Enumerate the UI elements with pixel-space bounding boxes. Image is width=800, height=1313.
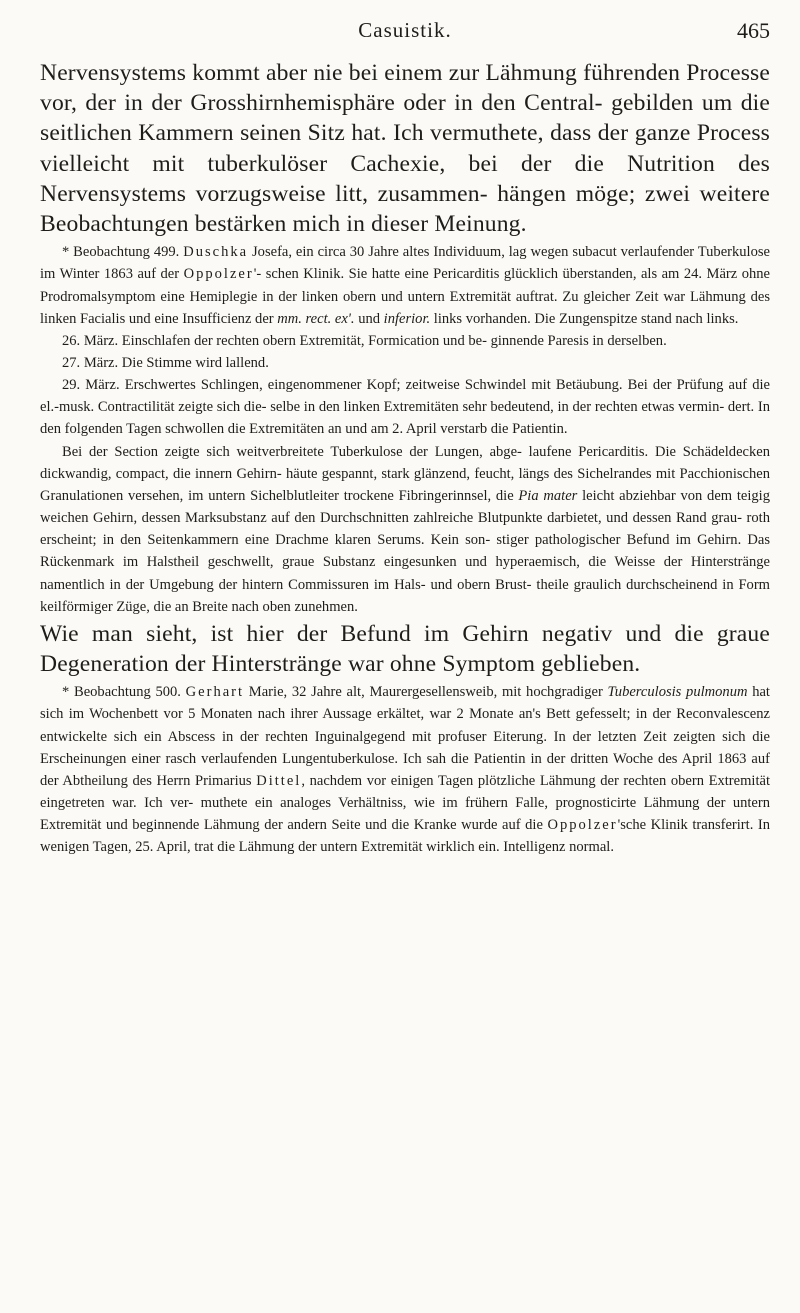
obs-499-march-26: 26. März. Einschlafen der rechten obern Extremität, Formication und be- ginnende Paresis in derselben. — [62, 332, 667, 349]
obs-499-lead: * Beobachtung 499. — [62, 244, 184, 261]
obs-499-clinic-name: Oppolzer — [183, 266, 254, 283]
obs-500-patient-name: Gerhart — [185, 684, 245, 701]
obs-500-text: hat sich im Wochenbett vor 5 Monaten nach ihrer Aussage erkältet, war 2 Monate an's Bett gefesselt; in der Reconvalescenz entwickelte sich ein Abscess in der rechten Inguinalgegend mit profuser Eiterung. In der letzten Zeit zeigten sich die Erscheinungen einer rasch verlaufenden Lungentuberkulose. Ich sah die Patientin in der dritten Woche des April 1863 auf der Abtheilung des Herrn Primarius — [40, 684, 770, 789]
running-title: Casuistik. — [358, 18, 452, 42]
obs-499-text: links vorhanden. Die Zungenspitze stand nach links. — [430, 310, 739, 327]
obs-499-text: Josefa, ein circa 30 Jahre altes Individuum, lag wegen subacut verlaufender Tuberkulose im Winter 1863 auf der — [40, 244, 770, 283]
obs-499-section-findings — [40, 441, 770, 618]
page-header — [40, 18, 770, 48]
obs-500-lead: * Beobachtung 500. — [62, 684, 186, 701]
page-number: 465 — [737, 18, 770, 43]
obs-499-march-27: 27. März. Die Stimme wird lallend. — [62, 355, 269, 371]
observation-500 — [40, 681, 770, 858]
obs-500-text: Marie, 32 Jahre alt, Maurergesellensweib, mit hochgradiger — [244, 684, 608, 701]
obs-499-march-29: 29. März. Erschwertes Schlingen, eingenommener Kopf; zeitweise Schwindel mit Betäubung. Bei der Prüfung auf die el.-musk. Contractilität zeigte sich die- selbe in den linken Extremitäten sehr bedeutend, in der rechten etwas vermin- dert. In den folgenden Tagen schwollen die Extremitäten an und am 2. April verstarb die Patientin. — [40, 377, 770, 438]
obs-500-clinic-name: Oppolzer — [547, 817, 618, 834]
intro-paragraph: Nervensystems kommt aber nie bei einem zur Lähmung führenden Processe vor, der in der Grosshirnhemisphäre oder in den Central- gebilden um die seitlichen Kammern seinen Sitz hat. Ich vermuthete, dass der ganze Process vielleicht mit tuberkulöser Cachexie, bei der die Nutrition des Nervensystems vorzugsweise litt, zusammen- hängen möge; zwei weitere Beobachtungen bestärken mich in dieser Meinung. — [40, 60, 770, 238]
obs-500-primarius-name: Dittel — [256, 772, 302, 789]
obs-500-text: 'sche Klinik transferirt. In wenigen Tagen, 25. April, trat die Lähmung der untern Extremität wirklich ein. Intelligenz normal. — [40, 817, 770, 856]
page-body — [40, 58, 770, 859]
obs-499-section-text: leicht abziehbar von dem teigig weichen Gehirn, dessen Marksubstanz auf den Durchschnitten zahlreiche Blutpunkte darbietet, und dessen Rand grau- roth erscheint; in den Seitenkammern eine Drachme klaren Serums. Kein son- stiger pathologischer Befund im Gehirn. Das Rückenmark im Halstheil geschwellt, graue Substanz eingesunken und hyperaemisch, die Weisse der Hinterstränge namentlich in der Umgebung der hintern Commissuren im Hals- und obern Brust- theile graulich durchscheinend in Form keilförmiger Züge, die an Breite nach oben zunehmen. — [40, 487, 770, 615]
obs-499-abbr-inferior: inferior. — [383, 310, 431, 327]
obs-499-section-text: Bei der Section zeigte sich weitverbreitete Tuberkulose der Lungen, abge- laufene Pericarditis. Die Schädeldecken dickwandig, compact, die innern Gehirn- häute gespannt, stark glänzend, feucht, längs des Sichelrandes mit Pacchionischen Granulationen versehen, im untern Sichelblutleiter trockene Fibringerinnsel, die — [40, 443, 770, 504]
obs-500-latin-diagnosis: Tuberculosis pulmonum — [607, 684, 748, 701]
observation-499-intro — [40, 241, 770, 330]
summary-paragraph: Wie man sieht, ist hier der Befund im Gehirn negativ und die graue Degeneration der Hinterstränge war ohne Symptom geblieben. — [40, 620, 770, 678]
obs-499-pia-mater: Pia mater — [518, 487, 578, 504]
obs-500-text: , nachdem vor einigen Tagen plötzliche Lähmung der rechten obern Extremität eingetreten war. Ich ver- muthete ein analoges Verhältniss, wie im frühern Falle, prognosticirte Lähmung der untern Extremität und beginnende Lähmung der andern Seite und die Kranke wurde auf die — [40, 772, 770, 834]
obs-499-patient-name: Duschka — [183, 244, 249, 261]
obs-499-text: '- schen Klinik. Sie hatte eine Pericarditis glücklich überstanden, als am 24. März ohne Prodromalsymptom eine Hemiplegie in der linken obern und untern Extremität auftrat. Zu gleicher Zeit war Lähmung des linken Facialis und eine Insufficienz der — [40, 266, 770, 327]
obs-499-abbr-rect: mm. rect. ex'. — [277, 310, 355, 327]
obs-499-text: und — [354, 310, 384, 327]
